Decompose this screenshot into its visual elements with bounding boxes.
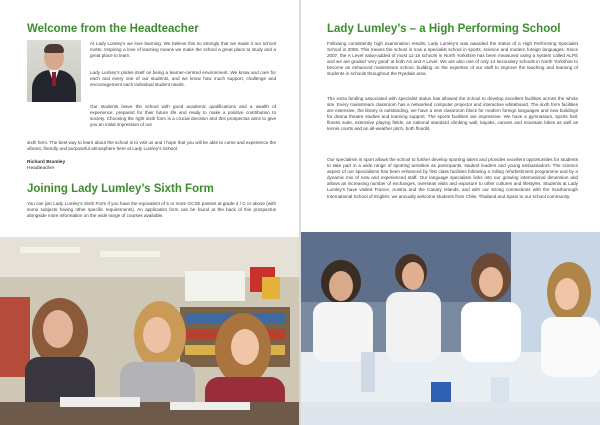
headteacher-paragraph-2: Lady Lumley’s prides itself on being a learner-centred environment. We know and care for each and every one of our students, and we know how much support, challenge and encouragement each individual student needs. [90, 70, 276, 88]
headteacher-photo [27, 40, 81, 102]
signature-role: Headteacher [27, 166, 55, 171]
headteacher-heading: Welcome from the Headteacher [27, 23, 199, 35]
high-performing-paragraph-3: Our specialism in sport allows the school to further develop sporting talent and provides excellent opportunities for students to take part in a wide range of sporting activities as participants, student leaders and young ambassadors. The science aspect of our specialisms has been enhanced by first class facilities following a rolling refurbishment programme and by a dynamic mix of new and experienced staff. Our language specialism links into our growing international dimension and allows an increasing number of exchanges, overseas visits and exposure to other cultures and lifestyles. Students at Lady Lumley’s have visited France, Austria and the Canary Islands, and with our strong connections with the Scarborough International School of English, we annually welcome students from Chile, Thailand and Spain to our school community. [327, 157, 578, 199]
science-lab-photo [301, 232, 600, 425]
headteacher-paragraph-1: At Lady Lumley’s we love learning. We believe this so strongly that we made it our school motto. Inspiring a love of learning means we make the school a great place to study and a great place to learn. [90, 41, 276, 59]
right-page [301, 0, 600, 425]
left-page [0, 0, 299, 425]
high-performing-paragraph-2: The extra funding associated with specialist status has allowed the school to develop excellent facilities across the whole site. Every mainstream classroom has a networked computer projector and interactive whiteboard. The sixth form facilities are extensive, the library is outstanding, we have a new classroom block for modern foreign languages and new buildings for drama theatre studies and learning support. The sports facilities are impressive. We have a gymnasium, sports hall, fitness suite, extensive playing fields, an national standard climbing wall, kayaks, canoes and mountain bikes as well as tennis courts and an all-weather pitch, both floodlit. [327, 96, 578, 132]
headteacher-paragraph-3: Our students leave the school with good academic qualifications and a wealth of experience; prepared for their future life and ready to make a positive contribution to society. Choosing the right sixth form is a crucial decision and this prospectus aims to give you an initial impression of our [90, 104, 276, 128]
sixth-form-heading: Joining Lady Lumley’s Sixth Form [27, 183, 214, 195]
signature-name: Richard Bramley [27, 160, 66, 165]
high-performing-paragraph-1: Following consistently high examination results, Lady Lumley’s was awarded the status of a High Performing Specialist School in 2008. This means the school is now a specialist school in sports, science and modern foreign languages. Since 2007, the A Level value-added of most 11-18 schools in North Yorkshire has been measured using a system called ALPS and we are graded ‘very good’ at both AS and A Level. We are also one of only 14 secondary schools in North Yorkshire to become an enhanced mainstream school, building on the expertise of our staff to improve the teaching and learning of students in schools throughout the Ryedale area. [327, 41, 578, 77]
sixth-form-paragraph: You can join Lady Lumley’s Sixth Form if you have the equivalent of 5 or more GCSE passes at grade 4 / C or above (with some subjects having other specific requirements). An application form can be found at the back of this prospectus alongside more information on the wide range of courses available. [27, 201, 276, 219]
headteacher-paragraph-4: sixth form. The best way to learn about the school is to visit us and I hope that you will be able to come and experience the vibrant, friendly and purposeful atmosphere here at Lady Lumley’s School. [27, 140, 276, 152]
high-performing-heading: Lady Lumley’s – a High Performing School [327, 23, 561, 35]
classroom-students-photo [0, 237, 299, 425]
